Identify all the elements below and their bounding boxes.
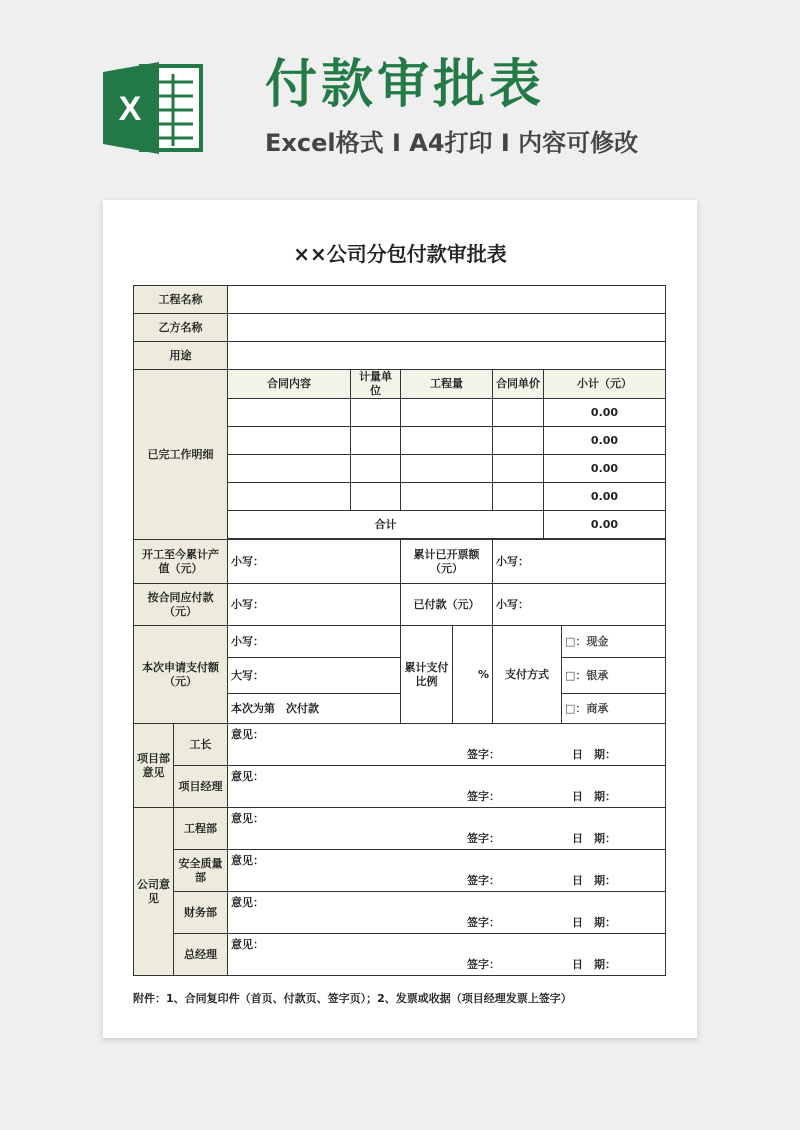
table-cell[interactable]	[401, 399, 493, 427]
company-opinion-label: 公司意见	[134, 808, 174, 976]
total-label: 合计	[228, 511, 544, 539]
project-name-label: 工程名称	[134, 286, 228, 314]
subtotal-cell[interactable]: 0.00	[544, 427, 666, 455]
table-row	[134, 892, 666, 934]
cumulative-invoiced-label: 累计已开票额（元）	[401, 540, 493, 584]
role-label: 总经理	[174, 934, 228, 976]
contract-payable-field[interactable]	[228, 584, 401, 626]
role-label: 工程部	[174, 808, 228, 850]
total-value[interactable]: 0.00	[544, 511, 666, 539]
cumulative-output-field[interactable]	[228, 540, 401, 584]
table-cell[interactable]	[228, 455, 351, 483]
subtotal-cell[interactable]: 0.00	[544, 399, 666, 427]
contract-payable-label: 按合同应付款（元）	[134, 584, 228, 626]
table-cell[interactable]	[401, 455, 493, 483]
percent-sign[interactable]: %	[453, 626, 493, 724]
request-uppercase-field[interactable]	[228, 658, 401, 694]
column-header: 合同内容	[228, 370, 351, 399]
uppercase-label: 大写：	[231, 668, 264, 682]
party-b-label: 乙方名称	[134, 314, 228, 342]
table-cell[interactable]	[401, 483, 493, 511]
table-row	[134, 850, 666, 892]
cumulative-invoiced-field[interactable]	[493, 540, 666, 584]
purpose-field[interactable]	[228, 342, 666, 370]
cumulative-output-label: 开工至今累计产值（元）	[134, 540, 228, 584]
payment-option-bank-acceptance[interactable]: □：银承	[562, 658, 666, 694]
table-cell[interactable]	[493, 455, 544, 483]
table-row	[134, 540, 666, 584]
column-header: 计量单位	[351, 370, 401, 399]
lowercase-label: 小写：	[231, 597, 264, 611]
logo-letter: X	[118, 90, 142, 128]
table-cell[interactable]	[351, 455, 401, 483]
request-lowercase-field[interactable]	[228, 626, 401, 658]
table-row	[134, 934, 666, 976]
table-cell[interactable]	[228, 427, 351, 455]
payment-option-cash[interactable]: □：现金	[562, 626, 666, 658]
opinion-field[interactable]: 意见： 签字： 日 期：	[228, 892, 666, 934]
subtotal-cell[interactable]: 0.00	[544, 483, 666, 511]
payment-count-text: 本次为第 次付款	[231, 701, 319, 715]
table-cell[interactable]	[351, 427, 401, 455]
role-label: 项目经理	[174, 766, 228, 808]
table-cell[interactable]	[401, 427, 493, 455]
table-cell[interactable]	[493, 427, 544, 455]
lowercase-label: 小写：	[231, 554, 264, 568]
cumulative-ratio-label: 累计支付比例	[401, 626, 453, 724]
banner-title: 付款审批表	[265, 55, 546, 115]
table-row	[134, 584, 666, 626]
payment-count-field[interactable]	[228, 694, 401, 724]
form-title: ××公司分包付款审批表	[293, 242, 507, 266]
table-row	[134, 314, 666, 342]
column-header: 合同单价	[493, 370, 544, 399]
table-row	[134, 766, 666, 808]
purpose-label: 用途	[134, 342, 228, 370]
column-header: 工程量	[401, 370, 493, 399]
table-row	[134, 808, 666, 850]
column-header: 小计（元）	[544, 370, 666, 399]
lowercase-label: 小写：	[496, 597, 529, 611]
table-cell[interactable]	[493, 399, 544, 427]
table-row	[134, 724, 666, 766]
opinion-field[interactable]: 意见： 签字： 日 期：	[228, 934, 666, 976]
role-label: 财务部	[174, 892, 228, 934]
project-dept-opinion-label: 项目部意见	[134, 724, 174, 808]
table-cell[interactable]	[228, 399, 351, 427]
party-b-field[interactable]	[228, 314, 666, 342]
paid-field[interactable]	[493, 584, 666, 626]
opinion-field[interactable]: 意见： 签字： 日 期：	[228, 850, 666, 892]
lowercase-label: 小写：	[231, 634, 264, 648]
table-cell[interactable]	[351, 399, 401, 427]
role-label: 安全质量部	[174, 850, 228, 892]
table-row	[134, 342, 666, 370]
attachment-note: 附件：1、合同复印件（首页、付款页、签字页）；2、发票或收据（项目经理发票上签字）	[133, 992, 572, 1005]
payment-approval-table	[133, 285, 666, 976]
payment-method-label: 支付方式	[493, 626, 562, 724]
opinion-field[interactable]: 意见： 签字： 日 期：	[228, 724, 666, 766]
subtotal-cell[interactable]: 0.00	[544, 455, 666, 483]
project-name-field[interactable]	[228, 286, 666, 314]
table-row	[134, 626, 666, 658]
completed-work-label: 已完工作明细	[134, 370, 228, 540]
payment-option-commercial-acceptance[interactable]: □：商承	[562, 694, 666, 724]
banner-subtitle: Excel格式 I A4打印 I 内容可修改	[265, 129, 639, 157]
table-cell[interactable]	[493, 483, 544, 511]
opinion-field[interactable]: 意见： 签字： 日 期：	[228, 808, 666, 850]
table-row	[134, 286, 666, 314]
opinion-field[interactable]: 意见： 签字： 日 期：	[228, 766, 666, 808]
role-label: 工长	[174, 724, 228, 766]
current-request-label: 本次申请支付额（元）	[134, 626, 228, 724]
table-row	[134, 370, 666, 399]
table-cell[interactable]	[228, 483, 351, 511]
table-cell[interactable]	[351, 483, 401, 511]
lowercase-label: 小写：	[496, 554, 529, 568]
excel-logo-icon	[103, 62, 203, 154]
paid-label: 已付款（元）	[401, 584, 493, 626]
